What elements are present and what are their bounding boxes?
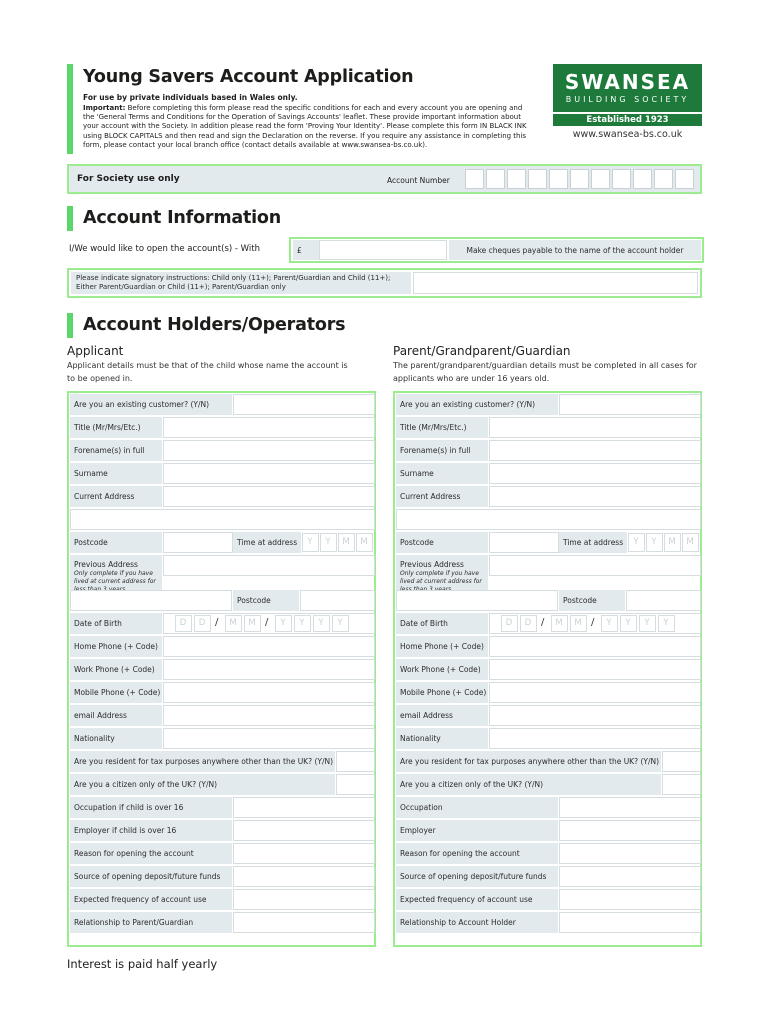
account-number-digit-box[interactable] xyxy=(612,169,631,189)
previous-postcode-label: Postcode xyxy=(233,590,299,611)
work-phone-label: Work Phone (+ Code) xyxy=(70,659,162,680)
date-of-birth-placeholder: Y xyxy=(318,618,324,628)
previous-address-line3-input[interactable] xyxy=(70,590,232,611)
mobile-phone-input[interactable] xyxy=(163,682,375,703)
current-address-input[interactable] xyxy=(163,486,375,507)
important-label: Important: xyxy=(83,104,126,112)
account-use-frequency-label: Expected frequency of account use xyxy=(70,889,232,910)
date-of-birth-placeholder: D xyxy=(179,618,187,628)
previous-address-note: Only complete if you have lived at current address for xyxy=(74,570,156,585)
email-address-label: email Address xyxy=(396,705,488,726)
parent-form xyxy=(393,391,702,947)
mobile-phone-label: Mobile Phone (+ Code) xyxy=(70,682,162,703)
title-label: Title (Mr/Mrs/Etc.) xyxy=(70,417,162,438)
current-address-line2-input[interactable] xyxy=(70,509,375,530)
account-info-heading: Account Information xyxy=(83,208,282,228)
employer-label: Employer xyxy=(396,820,558,841)
date-of-birth-placeholder: Y xyxy=(337,618,343,628)
uk-citizen-input[interactable] xyxy=(662,774,701,795)
tax-residency-input[interactable] xyxy=(662,751,701,772)
email-address-input[interactable] xyxy=(489,705,701,726)
title-label: Title (Mr/Mrs/Etc.) xyxy=(396,417,488,438)
relationship-input[interactable] xyxy=(559,912,701,933)
amount-row xyxy=(67,235,702,263)
important-notice xyxy=(83,104,535,150)
source-of-funds-label: Source of opening deposit/future funds xyxy=(70,866,232,887)
occupation-input[interactable] xyxy=(559,797,701,818)
work-phone-input[interactable] xyxy=(489,659,701,680)
source-of-funds-input[interactable] xyxy=(233,866,375,887)
tax-residency-label: Are you resident for tax purposes anywhere other than the UK? (Y/N) xyxy=(70,751,335,772)
reason-for-account-input[interactable] xyxy=(559,843,701,864)
surname-label: Surname xyxy=(396,463,488,484)
time-at-address-label: Time at address xyxy=(559,532,627,553)
email-address-input[interactable] xyxy=(163,705,375,726)
account-number-digit-box[interactable] xyxy=(486,169,505,189)
logo-established: Established 1923 xyxy=(553,112,702,126)
account-number-digit-box[interactable] xyxy=(591,169,610,189)
work-phone-input[interactable] xyxy=(163,659,375,680)
forenames-input[interactable] xyxy=(489,440,701,461)
occupation-label: Occupation if child is over 16 xyxy=(70,797,232,818)
time-at-address-placeholder: M xyxy=(668,537,676,547)
account-number-digit-box[interactable] xyxy=(654,169,673,189)
account-number-digit-box[interactable] xyxy=(549,169,568,189)
previous-postcode-label: Postcode xyxy=(559,590,625,611)
current-address-input[interactable] xyxy=(489,486,701,507)
account-number-digit-box[interactable] xyxy=(570,169,589,189)
date-of-birth-placeholder: Y xyxy=(644,618,650,628)
current-address-line2-input[interactable] xyxy=(396,509,701,530)
date-of-birth-placeholder: Y xyxy=(663,618,669,628)
date-of-birth-placeholder: Y xyxy=(299,618,305,628)
date-of-birth-placeholder: M xyxy=(574,618,582,628)
parent-description: The parent/grandparent/guardian details must be completed in all cases for applicants who are under 16 years old. xyxy=(393,361,697,383)
important-text: Before completing this form please read the specific conditions for each and every account you are opening and the 'General Terms and Conditions for the Operation of Savings Accounts' leaflet. These provide important information about your account with the Society. In addition please read the form 'Proving Your Identity'. Please complete this form IN BLACK INK using BLOCK CAPITALS and then read and sign the Declaration on the reverse. If you require any assistance in completing this form, please contact your local branch office (contact details available at www.swansea-bs.co.uk). xyxy=(83,104,527,149)
subtitle: For use by private individuals based in Wales only. xyxy=(83,93,298,102)
account-use-frequency-label: Expected frequency of account use xyxy=(396,889,558,910)
page-title: Young Savers Account Application xyxy=(83,67,414,87)
amount-input[interactable] xyxy=(319,240,447,260)
nationality-input[interactable] xyxy=(489,728,701,749)
tax-residency-label: Are you resident for tax purposes anywhere other than the UK? (Y/N) xyxy=(396,751,661,772)
account-number-digit-box[interactable] xyxy=(633,169,652,189)
date-of-birth-placeholder: M xyxy=(229,618,237,628)
postcode-input[interactable] xyxy=(163,532,233,553)
holders-heading: Account Holders/Operators xyxy=(83,315,346,335)
home-phone-input[interactable] xyxy=(489,636,701,657)
existing-customer-label: Are you an existing customer? (Y/N) xyxy=(396,394,558,415)
account-info-accent xyxy=(67,206,73,231)
account-number-digit-box[interactable] xyxy=(675,169,694,189)
current-address-label: Current Address xyxy=(396,486,488,507)
postcode-label: Postcode xyxy=(70,532,162,553)
applicant-form xyxy=(67,391,376,947)
forenames-label: Forename(s) in full xyxy=(396,440,488,461)
time-at-address-placeholder: Y xyxy=(325,537,331,547)
time-at-address-placeholder: M xyxy=(342,537,350,547)
account-use-frequency-input[interactable] xyxy=(233,889,375,910)
uk-citizen-label: Are you a citizen only of the UK? (Y/N) xyxy=(70,774,335,795)
currency-symbol: £ xyxy=(293,240,319,260)
home-phone-label: Home Phone (+ Code) xyxy=(396,636,488,657)
signatory-instructions: Please indicate signatory instructions: Child only (11+); Parent/Guardian and Child (11+); Either Parent/Guardian or Child (11+); Parent/Guardian only xyxy=(71,272,411,294)
date-of-birth-placeholder: Y xyxy=(625,618,631,628)
time-at-address-placeholder: M xyxy=(360,537,368,547)
date-of-birth-placeholder: D xyxy=(524,618,532,628)
society-use-label: For Society use only xyxy=(77,174,180,184)
existing-customer-input[interactable] xyxy=(559,394,701,415)
uk-citizen-label: Are you a citizen only of the UK? (Y/N) xyxy=(396,774,661,795)
time-at-address-placeholder: Y xyxy=(307,537,313,547)
account-use-frequency-input[interactable] xyxy=(559,889,701,910)
previous-address-input[interactable] xyxy=(489,555,701,576)
surname-label: Surname xyxy=(70,463,162,484)
occupation-label: Occupation xyxy=(396,797,558,818)
time-at-address-placeholder: Y xyxy=(633,537,639,547)
email-address-label: email Address xyxy=(70,705,162,726)
nationality-label: Nationality xyxy=(70,728,162,749)
time-at-address-placeholder: Y xyxy=(651,537,657,547)
previous-address-title: Previous Address xyxy=(400,560,464,569)
previous-address-note: Only complete if you have lived at current address for xyxy=(400,570,482,585)
mobile-phone-input[interactable] xyxy=(489,682,701,703)
previous-address-input[interactable] xyxy=(163,555,375,576)
logo-name: SWANSEA xyxy=(564,70,691,94)
relationship-label: Relationship to Parent/Guardian xyxy=(70,912,232,933)
open-account-label: I/We would like to open the account(s) - With xyxy=(69,244,260,254)
account-number-label: Account Number xyxy=(387,176,450,185)
interest-note: Interest is paid half yearly xyxy=(67,957,218,971)
previous-address-title: Previous Address xyxy=(74,560,138,569)
home-phone-input[interactable] xyxy=(163,636,375,657)
home-phone-label: Home Phone (+ Code) xyxy=(70,636,162,657)
employer-label: Employer if child is over 16 xyxy=(70,820,232,841)
time-at-address-label: Time at address xyxy=(233,532,301,553)
date-of-birth-placeholder: D xyxy=(198,618,206,628)
source-of-funds-input[interactable] xyxy=(559,866,701,887)
source-of-funds-label: Source of opening deposit/future funds xyxy=(396,866,558,887)
date-separator: / xyxy=(265,617,269,628)
nationality-label: Nationality xyxy=(396,728,488,749)
occupation-input[interactable] xyxy=(233,797,375,818)
reason-for-account-input[interactable] xyxy=(233,843,375,864)
relationship-label: Relationship to Account Holder xyxy=(396,912,558,933)
title-accent-bar xyxy=(67,64,73,154)
time-at-address-placeholder: M xyxy=(686,537,694,547)
current-address-label: Current Address xyxy=(70,486,162,507)
parent-heading: Parent/Grandparent/Guardian xyxy=(393,344,571,358)
swansea-logo xyxy=(553,64,702,126)
forenames-label: Forename(s) in full xyxy=(70,440,162,461)
tax-residency-input[interactable] xyxy=(336,751,375,772)
date-of-birth-placeholder: M xyxy=(248,618,256,628)
existing-customer-input[interactable] xyxy=(233,394,375,415)
uk-citizen-input[interactable] xyxy=(336,774,375,795)
surname-input[interactable] xyxy=(489,463,701,484)
previous-postcode-input[interactable] xyxy=(300,590,375,611)
date-separator: / xyxy=(591,617,595,628)
nationality-input[interactable] xyxy=(163,728,375,749)
employer-input[interactable] xyxy=(559,820,701,841)
cheque-note: Make cheques payable to the name of the account holder xyxy=(449,240,701,260)
existing-customer-label: Are you an existing customer? (Y/N) xyxy=(70,394,232,415)
postcode-input[interactable] xyxy=(489,532,559,553)
previous-address-line3-input[interactable] xyxy=(396,590,558,611)
title-input[interactable] xyxy=(163,417,375,438)
employer-input[interactable] xyxy=(233,820,375,841)
postcode-label: Postcode xyxy=(396,532,488,553)
website-link[interactable]: www.swansea-bs.co.uk xyxy=(572,129,683,140)
reason-for-account-label: Reason for opening the account xyxy=(70,843,232,864)
surname-input[interactable] xyxy=(163,463,375,484)
date-of-birth-label: Date of Birth xyxy=(396,613,488,634)
holders-accent xyxy=(67,313,73,338)
account-number-digit-box[interactable] xyxy=(465,169,484,189)
applicant-heading: Applicant xyxy=(67,344,124,358)
forenames-input[interactable] xyxy=(163,440,375,461)
society-use-box xyxy=(67,164,702,194)
date-of-birth-placeholder: Y xyxy=(280,618,286,628)
mobile-phone-label: Mobile Phone (+ Code) xyxy=(396,682,488,703)
date-of-birth-placeholder: D xyxy=(505,618,513,628)
account-number-digit-box[interactable] xyxy=(528,169,547,189)
account-number-digit-box[interactable] xyxy=(507,169,526,189)
logo-subtitle: BUILDING SOCIETY xyxy=(565,95,690,104)
date-of-birth-placeholder: M xyxy=(555,618,563,628)
date-separator: / xyxy=(541,617,545,628)
work-phone-label: Work Phone (+ Code) xyxy=(396,659,488,680)
previous-postcode-input[interactable] xyxy=(626,590,701,611)
relationship-input[interactable] xyxy=(233,912,375,933)
signatory-box xyxy=(67,268,702,298)
applicant-description: Applicant details must be that of the child whose name the account is to be opened in. xyxy=(67,361,348,383)
reason-for-account-label: Reason for opening the account xyxy=(396,843,558,864)
date-of-birth-label: Date of Birth xyxy=(70,613,162,634)
signatory-input[interactable] xyxy=(413,272,698,294)
date-separator: / xyxy=(215,617,219,628)
date-of-birth-placeholder: Y xyxy=(606,618,612,628)
title-input[interactable] xyxy=(489,417,701,438)
